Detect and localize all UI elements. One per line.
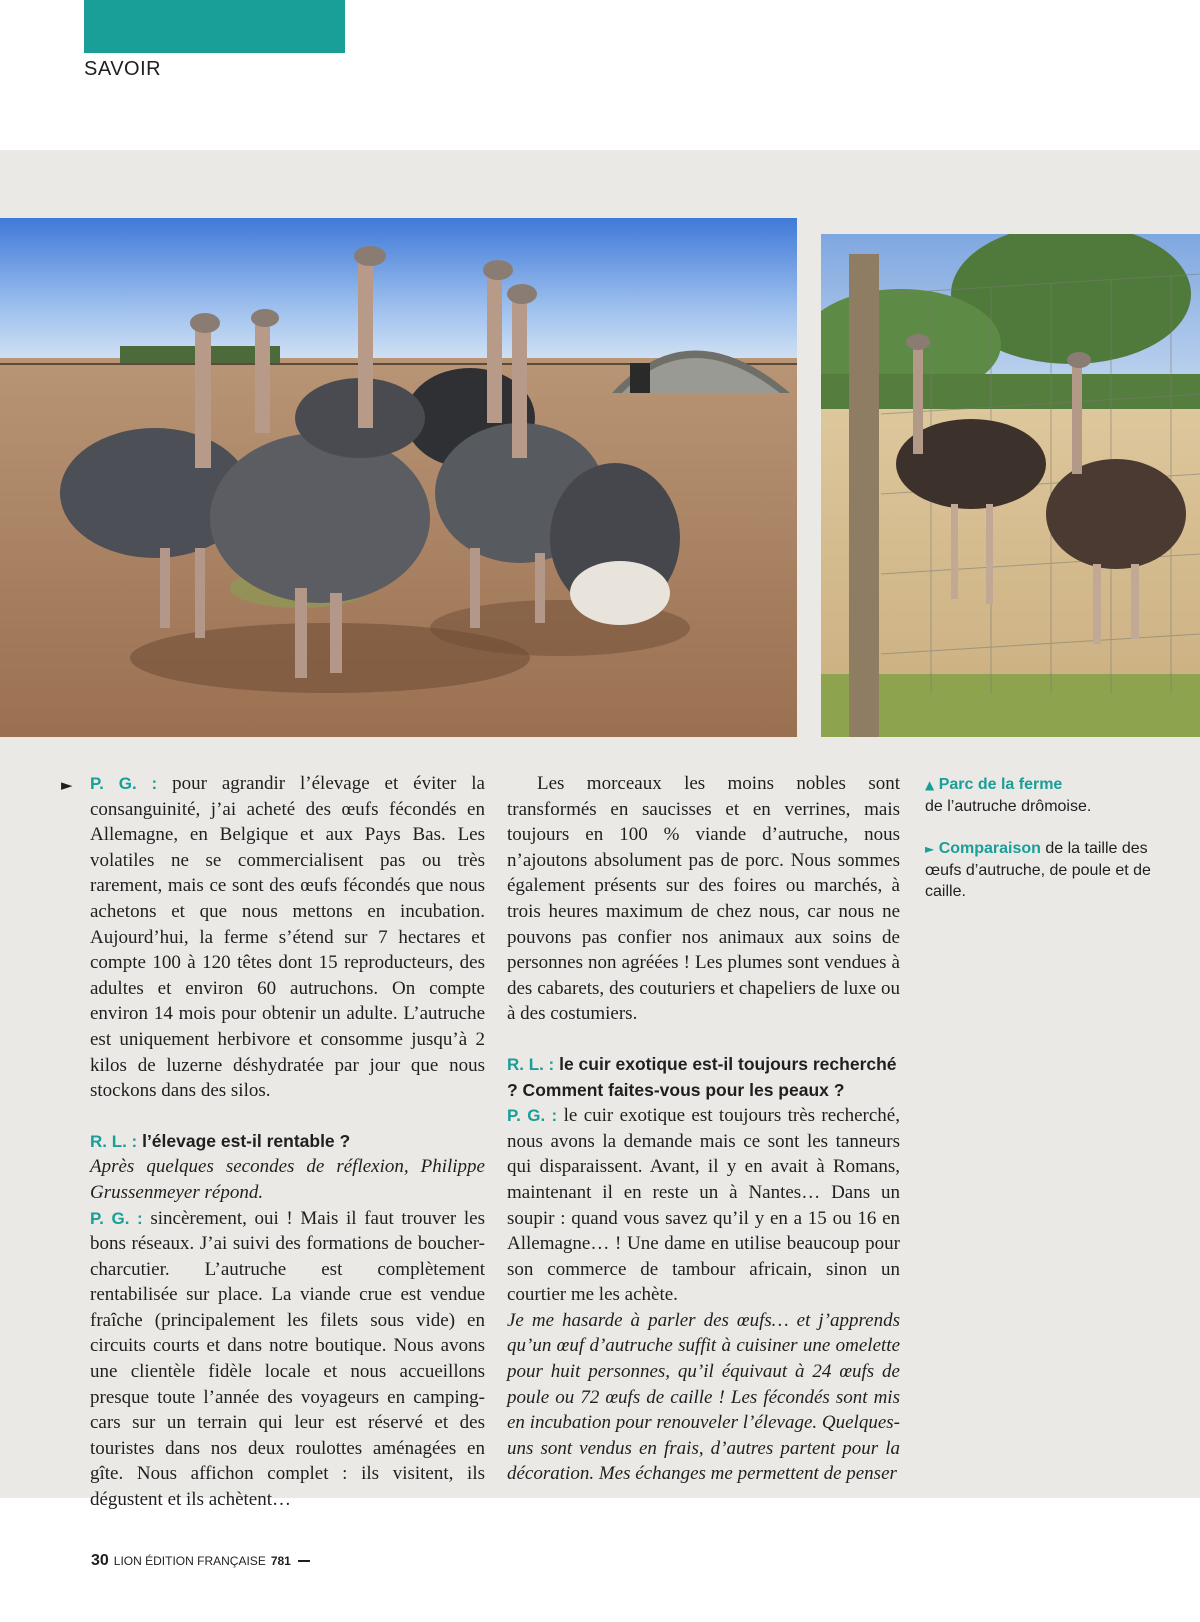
speaker-pg: P. G. : <box>90 1208 143 1228</box>
narration-2: Je me hasarde à parler des œufs… et j’apprends qu’un œuf d’autruche suffit à cuisiner une omelette pour huit personnes, qu’il équivaut à 24 œufs de poule ou 72 œufs de caille ! Les fécondés sont mis en incubation pour renouveler l’élevage. Quelques-uns sont vendus en frais, d’autres partent pour la décoration. Mes échanges me permettent de penser <box>507 1309 900 1485</box>
question-text: l’élevage est-il rentable ? <box>137 1130 351 1151</box>
triangle-up-icon: ▲ <box>925 778 935 792</box>
question-text: le cuir exotique est-il toujours recherché ? Comment faites-vous pour les peaux ? <box>507 1053 897 1100</box>
ostriches-fence-image <box>821 234 1200 737</box>
caption-title: Comparaison <box>938 840 1041 857</box>
speaker-pg: P. G. : <box>507 1106 558 1126</box>
ostrich-farm-photo <box>0 218 797 737</box>
speaker-pg: P. G. : <box>90 774 158 793</box>
answer-paragraph-3 <box>507 1103 900 1308</box>
answer-text: pour agrandir l’élevage et éviter la consanguinité, j’ai acheté des œufs fécondés en Allemagne, en Belgique et aux Pays Bas. Les volatiles ne se commercialisent pas ou très rarement, mais ce sont des œufs fécondés que nous achetons et que nous mettons en incubation. Aujourd’hui, la ferme s’étend sur 7 hectares et compte 100 à 120 têtes dont 15 reproducteurs, des adultes et environ 60 autruchons. On compte environ 14 mois pour obtenir un adulte. L’autruche est uniquement herbivore et consomme jusqu’à 2 kilos de luzerne déshydratée par jour que nous stockons dans des silos. <box>90 773 485 1102</box>
article-column-2 <box>507 771 900 1487</box>
caption-title: Parc de la ferme <box>938 776 1063 793</box>
page-number: 30 <box>91 1552 109 1569</box>
publication-name: LION ÉDITION FRANÇAISE <box>113 1554 266 1568</box>
lead-arrow-icon: ► <box>61 776 73 794</box>
section-label: SAVOIR <box>84 58 162 80</box>
page-footer <box>91 1552 310 1570</box>
ostriches-fence-photo <box>821 234 1200 737</box>
narration-1: Après quelques secondes de réflexion, Philippe Grussenmeyer répond. <box>90 1156 485 1203</box>
body-paragraph: Les morceaux les moins nobles sont transformés en saucisses et en verrines, mais toujours en 100 % viande d’autruche, nous n’ajoutons absolument pas de porc. Nous sommes également présents sur des foires ou marchés, à trois heures maximum de chez nous, car nous ne pouvons pas confier nos animaux aux soins de personnes non agréées ! Les plumes sont vendues à des cabarets, des couturiers et chapeliers de luxe ou à des costumiers. <box>507 773 900 1025</box>
caption-text: de la taille des œufs d’autruche, de poule et de caille. <box>925 840 1151 900</box>
ostrich-farm-image <box>0 218 797 737</box>
caption-text: de l’autruche drômoise. <box>925 798 1092 815</box>
answer-paragraph-1 <box>90 771 485 1104</box>
speaker-rl: R. L. : <box>90 1131 138 1151</box>
section-color-bar <box>84 0 345 53</box>
photo-captions <box>925 774 1155 923</box>
article-column-1 <box>90 771 485 1513</box>
answer-text: sincèrement, oui ! Mais il faut trouver les bons réseaux. J’ai suivi des formations de boucher-charcutier. L’autruche est complètement rentabilisée sur place. La viande crue est vendue fraîche (principalement les filets sous vide) en circuits courts et dans notre boutique. Nous avons une clientèle fidèle locale et nous accueillons presque toute l’année des voyageurs en camping-cars sur un terrain qui leur est réservé et des touristes dans nos deux roulottes aménagées en gîte. Nous affichon complet : ils visitent, ils dégustent et ils achètent… <box>90 1207 485 1511</box>
caption-2 <box>925 838 1155 902</box>
speaker-rl: R. L. : <box>507 1054 555 1074</box>
answer-paragraph-2 <box>90 1206 485 1513</box>
footer-rule <box>298 1560 310 1562</box>
question-1 <box>90 1129 485 1155</box>
answer-text: le cuir exotique est toujours très recherché, nous avons la demande mais ce sont les tanneurs qui disparaissent. Avant, il y en avait à Romans, maintenant il en reste un à Nantes… Dans un soupir : quand vous savez qu’il y en a 15 ou 16 en Allemagne… ! Une dame en utilise beaucoup pour son commerce de tambour africain, sinon un courtier me les achète. <box>507 1105 900 1306</box>
issue-number: 781 <box>270 1554 291 1568</box>
question-2 <box>507 1052 900 1103</box>
triangle-right-icon: ► <box>925 842 935 856</box>
caption-1 <box>925 774 1155 817</box>
